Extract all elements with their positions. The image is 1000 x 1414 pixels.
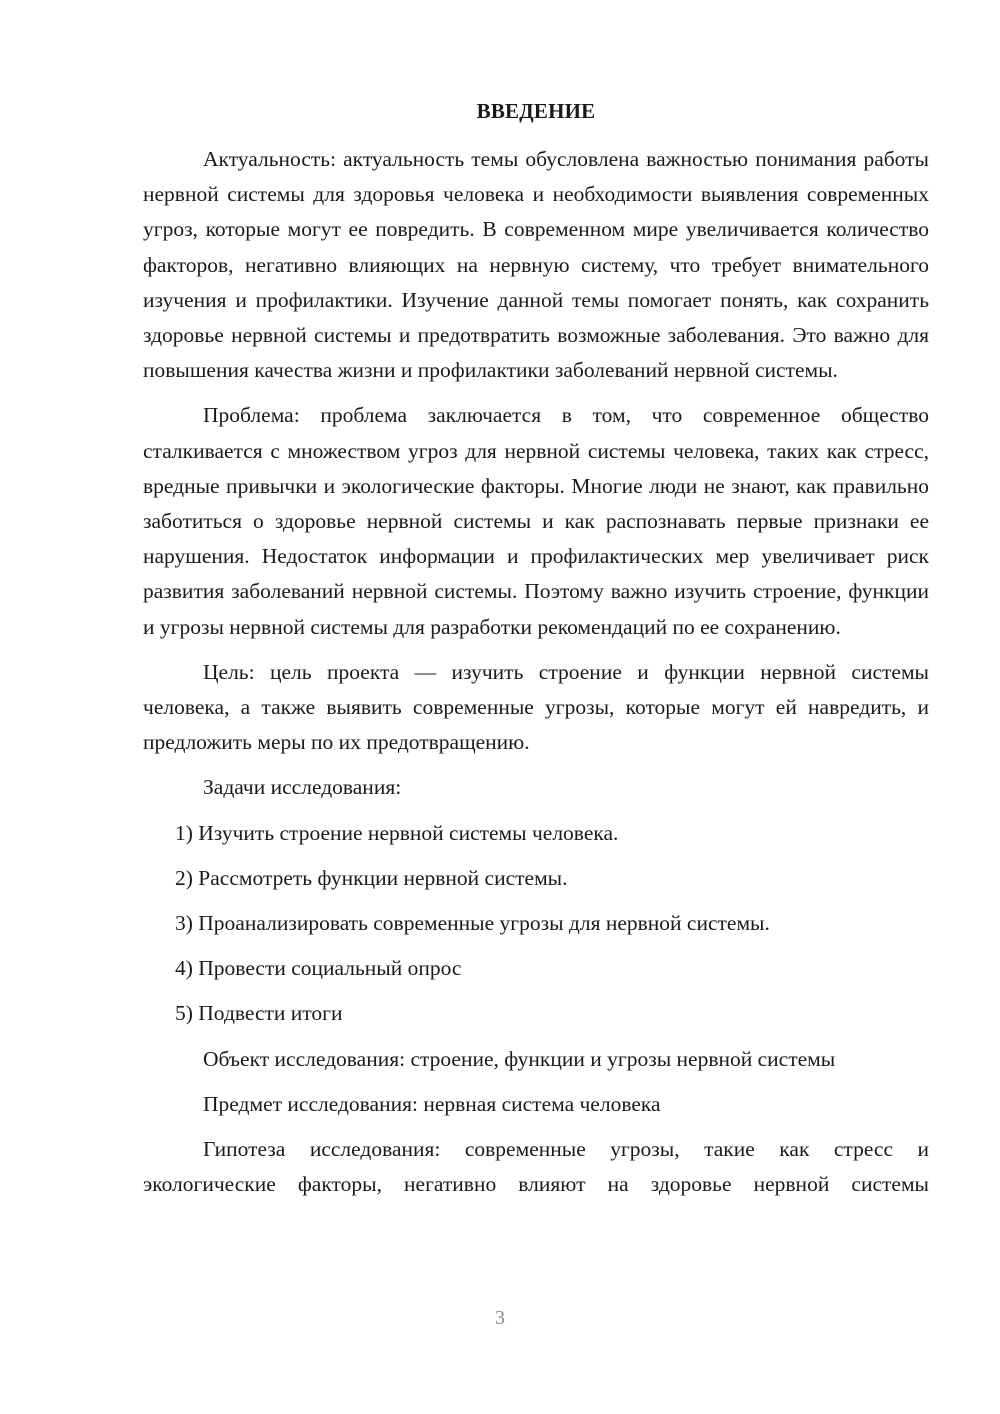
section-heading: ВВЕДЕНИЕ: [476, 99, 596, 123]
page-number: 3: [495, 1307, 505, 1329]
hypothesis-paragraph: Гипотеза исследования: современные угрозы, такие как стресс и экологические факторы, негативно влияют на здоровье нервной системы: [143, 1137, 929, 1197]
task-item: 5) Подвести итоги: [175, 1001, 343, 1026]
task-item: 3) Проанализировать современные угрозы для нервной системы.: [175, 911, 770, 936]
relevance-paragraph: Актуальность: актуальность темы обусловлена важностью понимания работы нервной системы для здоровья человека и необходимости выявления современных угроз, которые могут ее повредить. В современном мире увеличивается количество факторов, негативно влияющих на нервную систему, что требует внимательного изучения и профилактики. Изучение данной темы помогает понять, как сохранить здоровье нервной системы и предотвратить возможные заболевания. Это важно для повышения качества жизни и профилактики заболеваний нервной системы.: [143, 147, 929, 383]
task-item: 4) Провести социальный опрос: [175, 956, 462, 981]
problem-paragraph: Проблема: проблема заключается в том, что современное общество сталкивается с множеством угроз для нервной системы человека, таких как стресс, вредные привычки и экологические факторы. Многие люди не знают, как правильно заботиться о здоровье нервной системы и как распознавать первые признаки ее нарушения. Недостаток информации и профилактических мер увеличивает риск развития заболеваний нервной системы. Поэтому важно изучить строение, функции и угрозы нервной системы для разработки рекомендаций по ее сохранению.: [143, 403, 929, 639]
goal-paragraph: Цель: цель проекта — изучить строение и функции нервной системы человека, а также выявить современные угрозы, которые могут ей навредить, и предложить меры по их предотвращению.: [143, 659, 929, 755]
object-paragraph: Объект исследования: строение, функции и угрозы нервной системы: [203, 1046, 836, 1071]
subject-paragraph: Предмет исследования: нервная система человека: [203, 1091, 661, 1116]
task-item: 1) Изучить строение нервной системы человека.: [175, 820, 619, 845]
task-item: 2) Рассмотреть функции нервной системы.: [175, 865, 568, 890]
tasks-heading: Задачи исследования:: [203, 775, 402, 800]
document-body: [143, 142, 929, 1212]
